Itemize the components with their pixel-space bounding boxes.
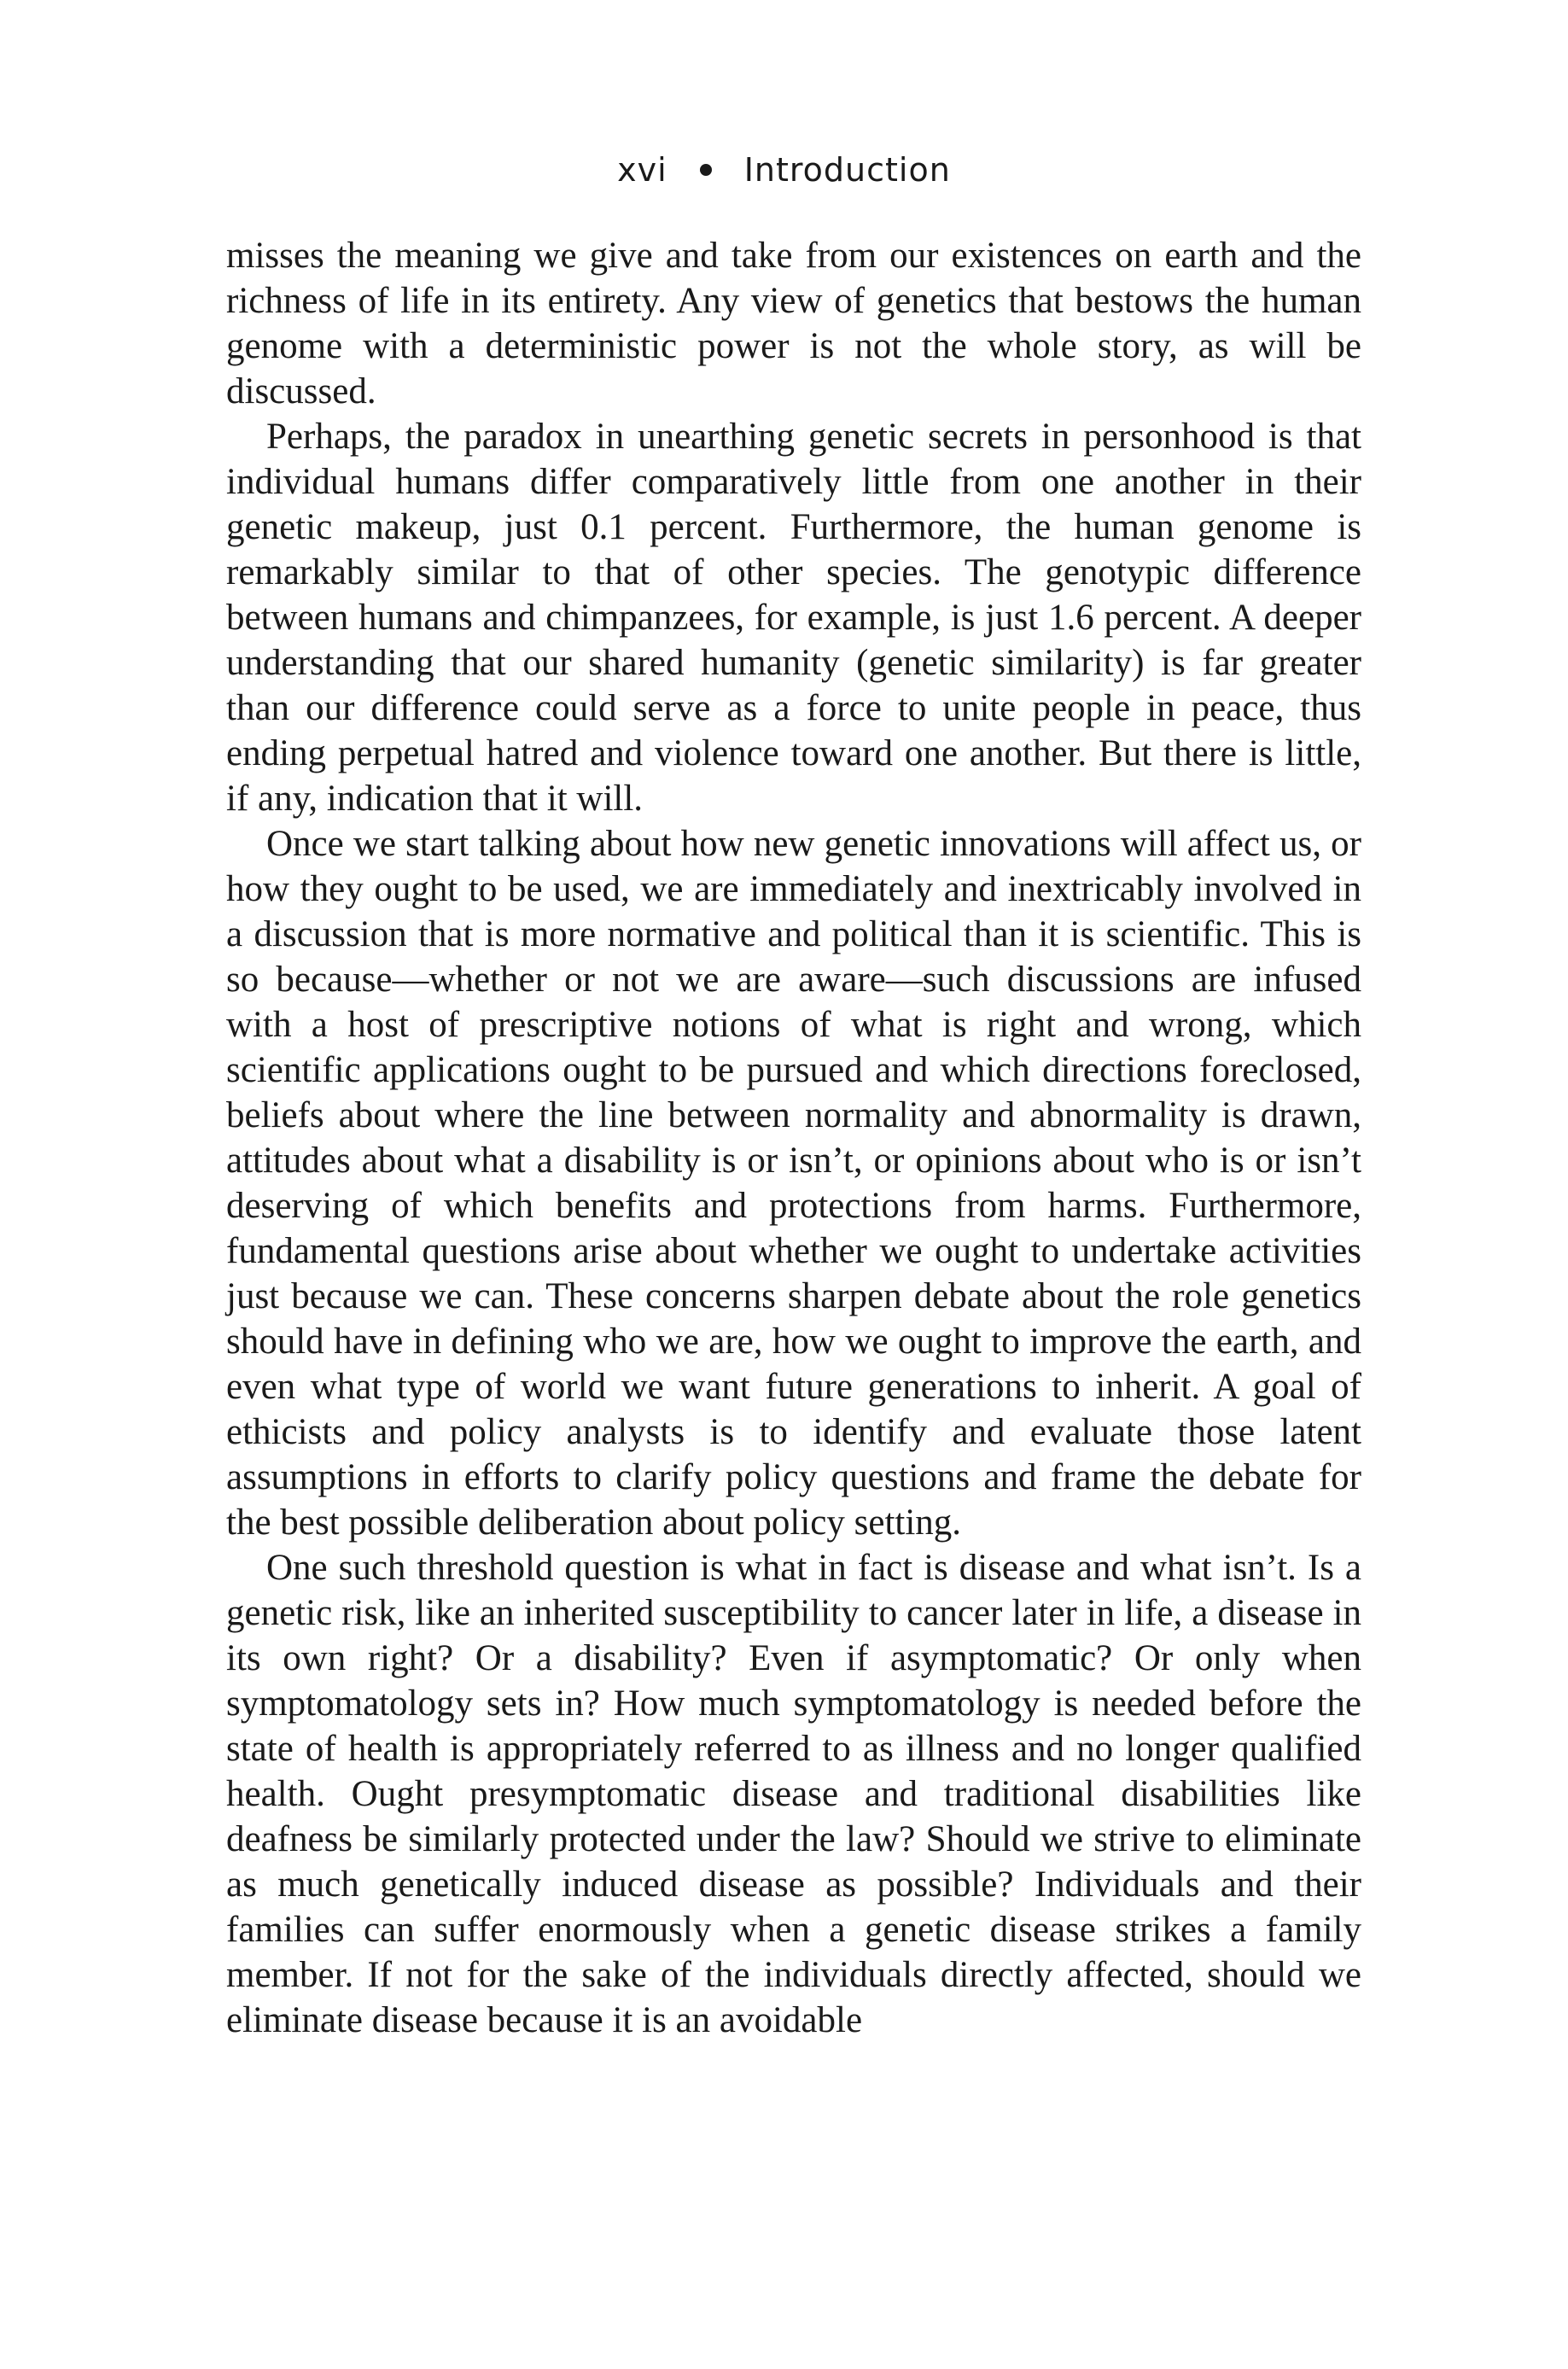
page-number: xvi xyxy=(617,151,667,189)
paragraph: Once we start talking about how new genetic innovations will affect us, or how they ought to be used, we are immediately and inextricably involved in a discussion that is more normative and political than it is scientific. This is so because—whether or not we are aware—such discussions are infused with a host of prescriptive notions of what is right and wrong, which scientific applications ought to be pursued and which directions foreclosed, beliefs about where the line between normality and abnormality is drawn, attitudes about what a disability is or isn’t, or opinions about who is or isn’t deserving of which benefits and protections from harms. Furthermore, fundamental questions arise about whether we ought to undertake activities just because we can. These concerns sharpen debate about the role genetics should have in defining who we are, how we ought to improve the earth, and even what type of world we want future generations to inherit. A goal of ethicists and policy analysts is to identify and evaluate those latent assumptions in efforts to clarify policy questions and frame the debate for the best possible deliberation about policy setting. xyxy=(226,824,1361,1543)
running-head xyxy=(0,149,1568,190)
paragraph: One such threshold question is what in fact is disease and what isn’t. Is a genetic risk, like an inherited susceptibility to cancer later in life, a disease in its own right? Or a disability? Even if asymptomatic? Or only when symptomatology sets in? How much symptomatology is needed before the state of health is appropriately referred to as illness and no longer qualified health. Ought presymptomatic disease and traditional disabilities like deafness be similarly protected under the law? Should we strive to eliminate as much genetically induced disease as possible? Individuals and their families can suffer enormously when a genetic disease strikes a family member. If not for the sake of the individuals directly affected, should we eliminate disease because it is an avoidable xyxy=(226,1548,1361,2040)
paragraph-continued: misses the meaning we give and take from our existences on earth and the richness of life in its entirety. Any view of genetics that bestows the human genome with a deterministic power is not the whole story, as will be discussed. xyxy=(226,236,1361,411)
bullet-separator-icon xyxy=(700,164,712,176)
paragraph: Perhaps, the paradox in unearthing genetic secrets in personhood is that individual humans differ comparatively little from one another in their genetic makeup, just 0.1 percent. Furthermore, the human genome is remarkably similar to that of other species. The genotypic difference between humans and chimpanzees, for example, is just 1.6 percent. A deeper understanding that our shared humanity (genetic similarity) is far greater than our difference could serve as a force to unite people in peace, thus ending perpetual hatred and violence toward one another. But there is little, if any, indication that it will. xyxy=(226,417,1361,819)
body-text xyxy=(226,233,1361,2043)
section-title: Introduction xyxy=(743,151,951,189)
